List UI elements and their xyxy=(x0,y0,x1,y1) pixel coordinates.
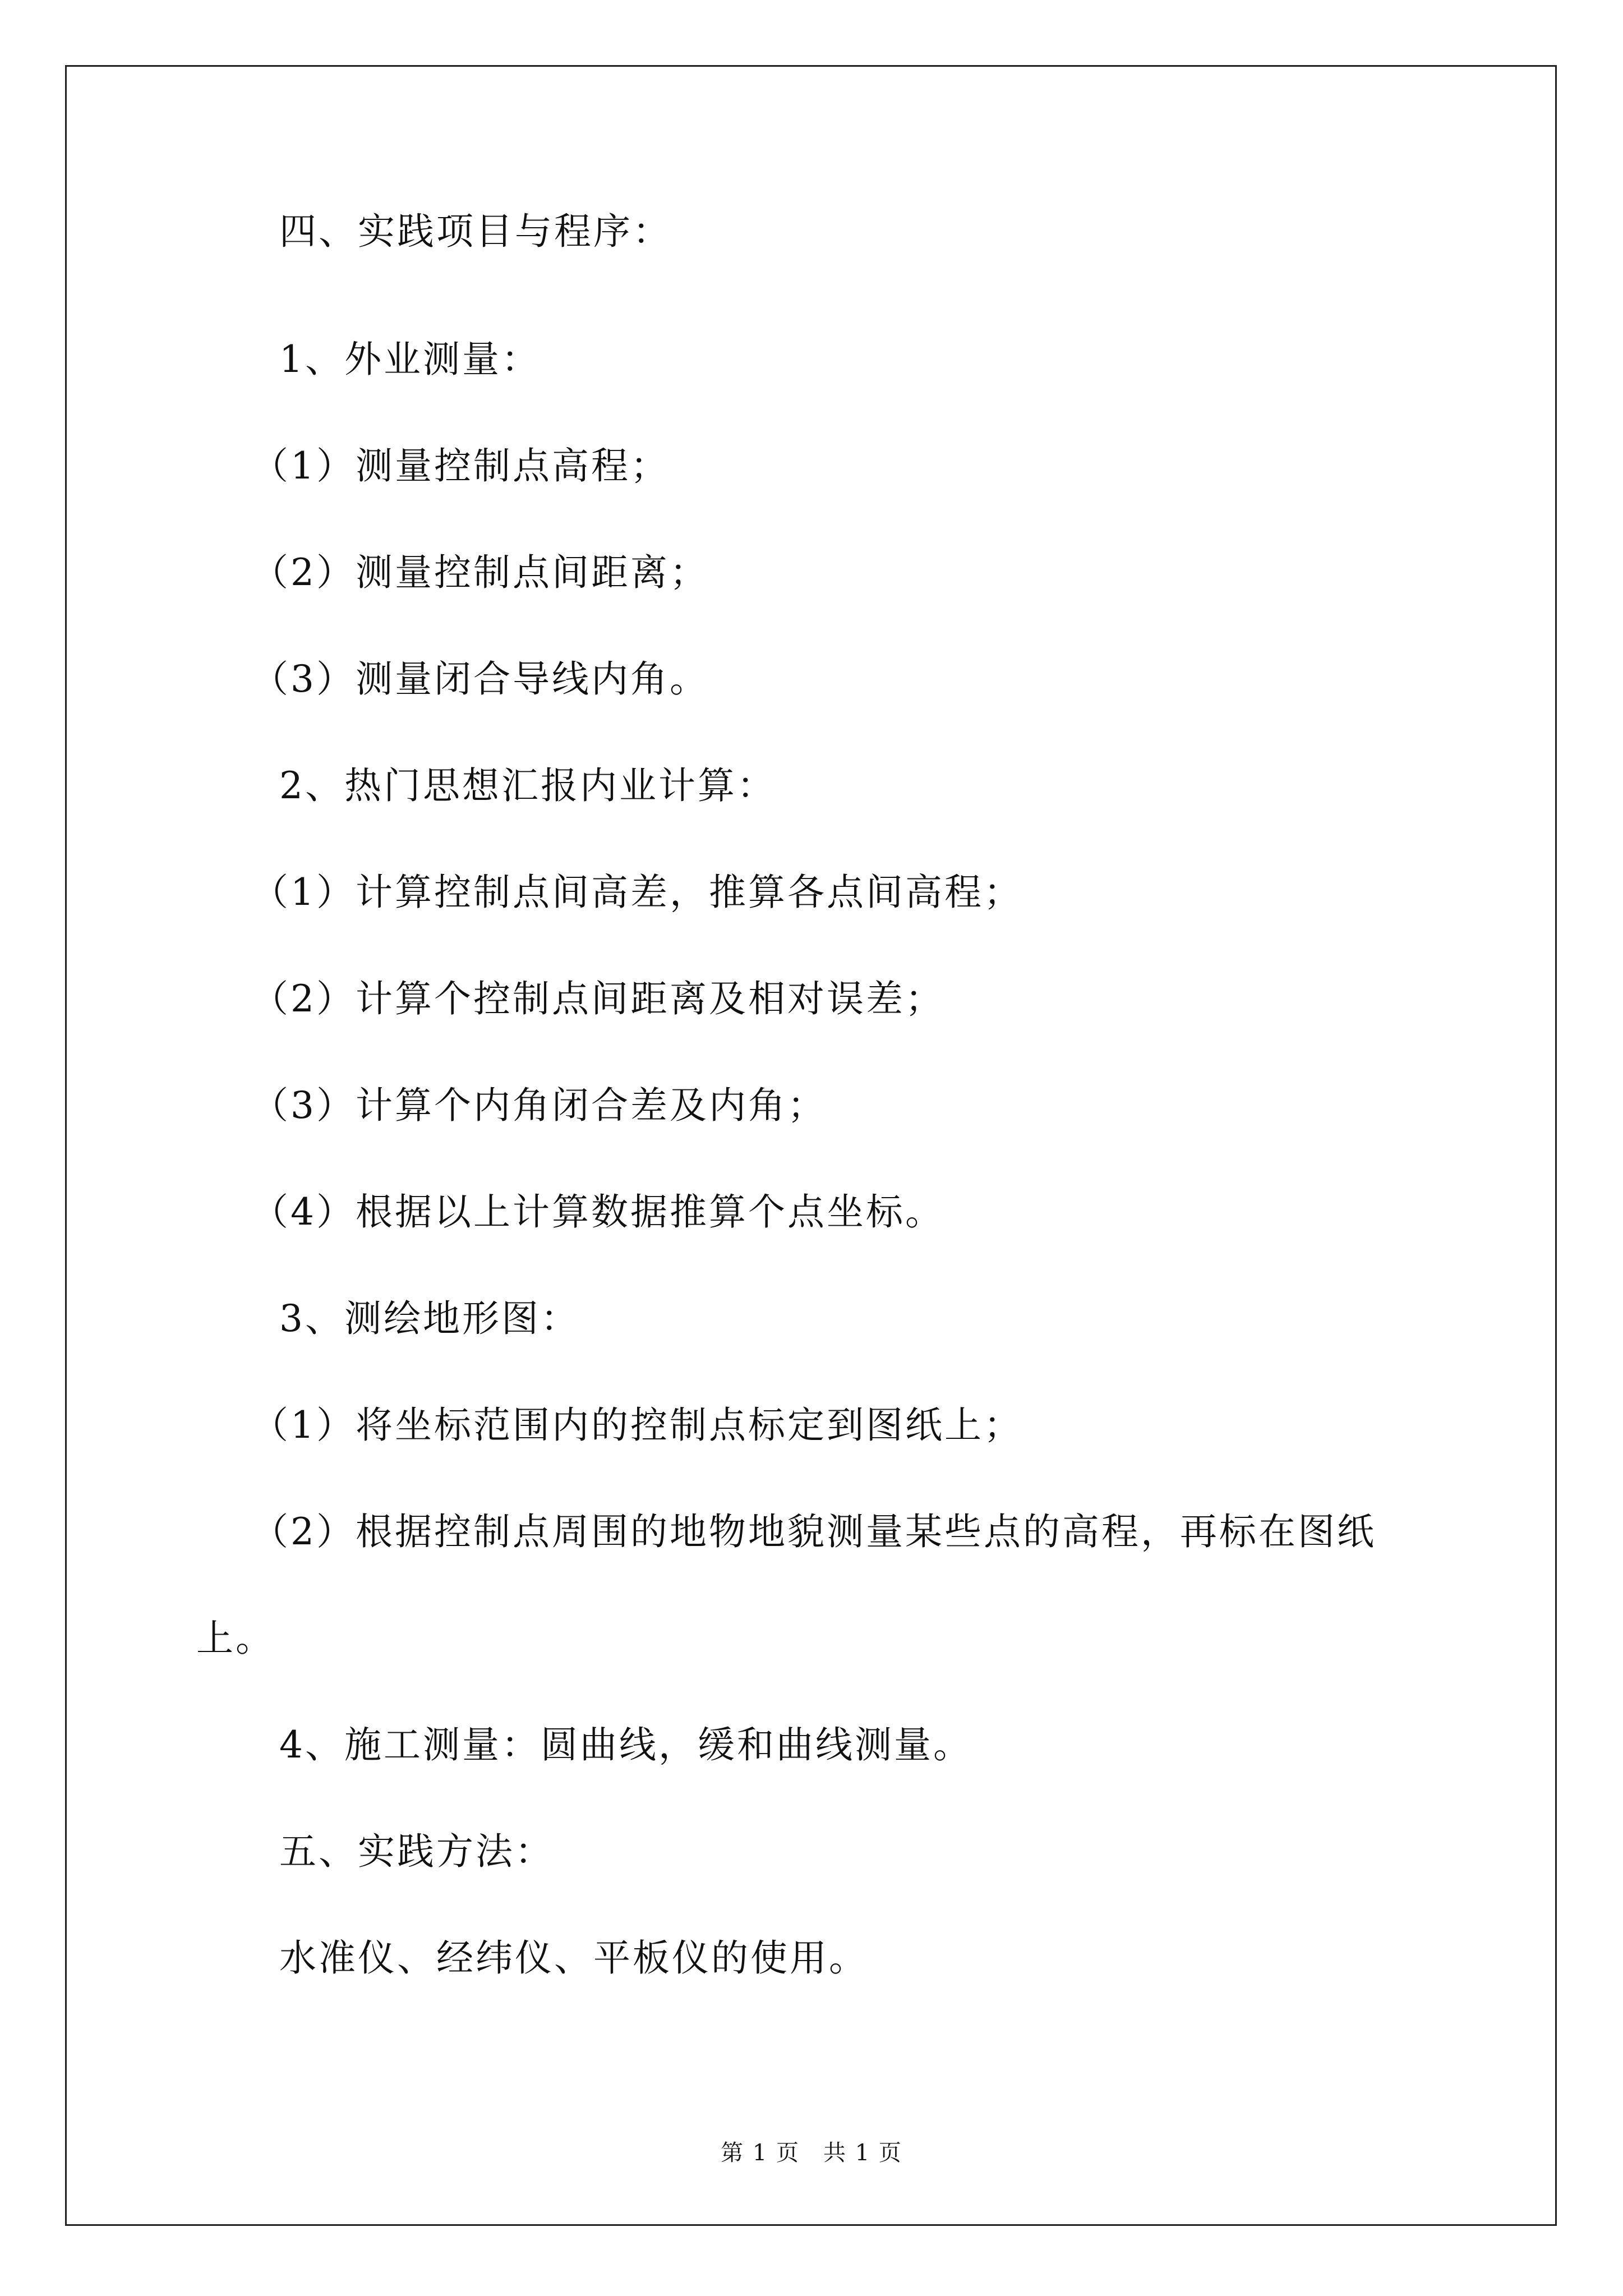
page-number: 第 1 页 共 1 页 xyxy=(721,2140,902,2166)
list-item: （3）测量闭合导线内角。 xyxy=(251,657,709,701)
list-item: （3）计算个内角闭合差及内角； xyxy=(251,1084,827,1127)
item-heading: 3、测绘地形图： xyxy=(279,1297,580,1340)
list-item: （1）测量控制点高程； xyxy=(251,444,670,487)
list-item: （2）根据控制点周围的地物地貌测量某些点的高程，再标在图纸 xyxy=(251,1510,1376,1553)
list-item: （4）根据以上计算数据推算个点坐标。 xyxy=(251,1190,944,1234)
item-heading: 1、外业测量： xyxy=(279,338,541,381)
list-item: （2）计算个控制点间距离及相对误差； xyxy=(251,977,944,1020)
item-heading: 2、热门思想汇报内业计算： xyxy=(279,764,776,807)
list-item-continuation: 上。 xyxy=(196,1617,275,1660)
item-heading: 4、施工测量：圆曲线，缓和曲线测量。 xyxy=(279,1723,972,1766)
list-item: （1）计算控制点间高差，推算各点间高程； xyxy=(251,871,1023,914)
section-heading: 四、实践项目与程序： xyxy=(279,210,672,253)
section-heading: 五、实践方法： xyxy=(279,1830,554,1873)
paragraph: 水准仪、经纬仪、平板仪的使用。 xyxy=(279,1936,868,1980)
list-item: （2）测量控制点间距离； xyxy=(251,551,709,594)
page-border xyxy=(65,65,1557,2226)
list-item: （1）将坐标范围内的控制点标定到图纸上； xyxy=(251,1404,1023,1447)
